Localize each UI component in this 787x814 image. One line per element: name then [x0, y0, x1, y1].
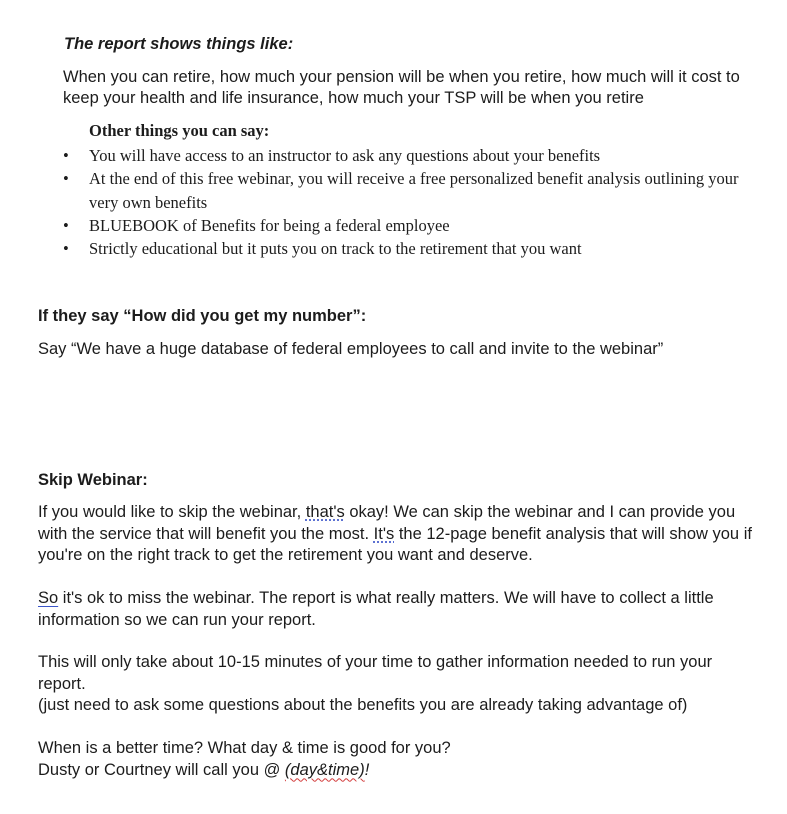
list-item: [58, 167, 748, 214]
text-segment: !: [364, 760, 370, 779]
skip-webinar-paragraph-1: [38, 502, 758, 567]
bullet-icon: •: [63, 239, 69, 259]
text-segment: This will only take about 10-15 minutes of your time to gather information needed to run your report.: [38, 653, 713, 693]
list-item: [58, 237, 748, 260]
list-item-text: BLUEBOOK of Benefits for being a federal employee: [89, 215, 450, 235]
text-segment: it's ok to miss the webinar. The report is what really matters. We will have to collect a little information so we can run your report.: [38, 589, 714, 629]
number-question-heading: If they say “How did you get my number”:: [38, 307, 367, 325]
list-item-text: You will have access to an instructor to ask any questions about your benefits: [89, 146, 601, 165]
number-question-answer: Say “We have a huge database of federal employees to call and invite to the webinar”: [38, 340, 664, 358]
report-text: When you can retire, how much your pension will be when you retire, how much will it cost to keep your health and life insurance, how much your TSP will be when you retire: [63, 68, 740, 107]
skip-webinar-paragraph-3: [38, 652, 758, 717]
report-heading: The report shows things like:: [64, 35, 294, 53]
grammar-marked-word: that's: [305, 503, 345, 521]
text-segment: (just need to ask some questions about the benefits you are already taking advantage of): [38, 696, 688, 714]
skip-webinar-paragraph-4: [38, 738, 758, 781]
other-things-list: [58, 144, 748, 260]
list-item-text: At the end of this free webinar, you will receive a free personalized benefit analysis outlining your very own benefits: [89, 169, 739, 212]
text-segment: okay! We can skip the webinar and I can provide you with the service that will benefit you the most.: [38, 503, 736, 543]
list-item-text: Strictly educational but it puts you on track to the retirement that you want: [89, 239, 582, 259]
grammar-marked-word: It's: [373, 524, 395, 543]
other-things-heading: Other things you can say:: [89, 121, 270, 140]
bullet-icon: •: [63, 215, 69, 235]
skip-webinar-heading: Skip Webinar:: [38, 471, 148, 489]
text-segment: When is a better time? What day & time is good for you?: [38, 739, 451, 757]
bullet-icon: •: [63, 146, 69, 165]
list-item: [58, 214, 748, 237]
text-segment: If you would like to skip the webinar,: [38, 503, 306, 521]
text-segment: Dusty or Courtney will call you @: [38, 760, 285, 779]
grammar-marked-word: So: [38, 589, 59, 607]
list-item: [58, 144, 748, 167]
spelling-marked-word: (day&time): [284, 760, 365, 779]
bullet-icon: •: [63, 169, 69, 189]
text-segment: the 12-page benefit analysis that will show you if you're on the right track to get the retirement you want and deserve.: [38, 524, 752, 564]
skip-webinar-paragraph-2: [38, 588, 758, 631]
